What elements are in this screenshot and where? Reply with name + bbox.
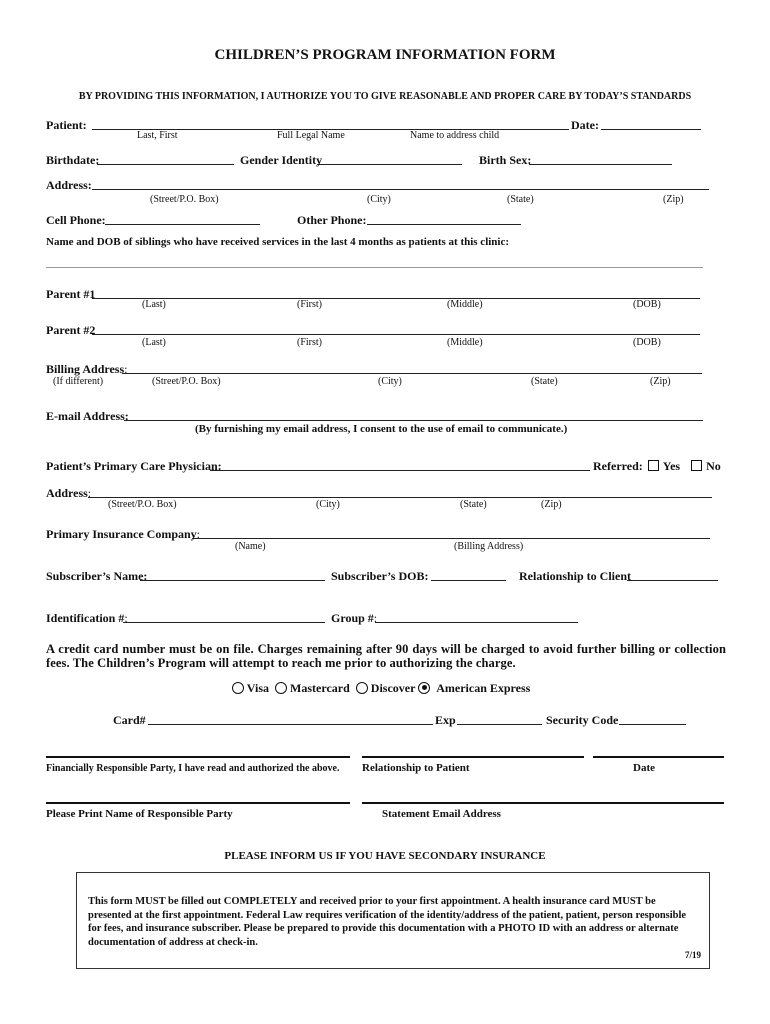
other-phone-label: Other Phone: — [297, 213, 367, 227]
gender-identity-label: Gender Identity — [240, 153, 323, 167]
billing-address-label-text: Billing Address — [46, 362, 125, 376]
physician-address-label-text: Address — [46, 486, 88, 500]
visa-radio[interactable] — [232, 682, 244, 694]
responsible-party-signature-line[interactable] — [46, 756, 350, 758]
parent2-label: Parent #2 — [46, 323, 96, 337]
referred-yes-label: Yes — [662, 459, 681, 473]
card-number-field[interactable] — [148, 724, 433, 725]
referred-group — [593, 459, 721, 474]
mastercard-radio[interactable] — [275, 682, 287, 694]
billing-sub-state: (State) — [531, 376, 558, 387]
secondary-insurance-notice: PLEASE INFORM US IF YOU HAVE SECONDARY INSURANCE — [224, 850, 546, 862]
sub-label-name-to-address-child: Name to address child — [410, 130, 500, 141]
insurance-company-field[interactable] — [192, 538, 710, 539]
physician-sub-state: (State) — [460, 499, 487, 510]
visa-label: Visa — [246, 681, 270, 695]
security-code-field[interactable] — [619, 724, 686, 725]
group-field[interactable] — [375, 622, 578, 623]
physician-sub-zip: (Zip) — [541, 499, 562, 510]
birth-sex-field[interactable] — [529, 164, 672, 165]
referred-yes-checkbox[interactable] — [648, 460, 659, 471]
birth-sex-label: Birth Sex: — [479, 153, 532, 167]
siblings-label: Name and DOB of siblings who have received services in the last 4 months as patients at this clinic: — [46, 236, 510, 248]
discover-radio[interactable] — [356, 682, 368, 694]
parent1-label: Parent #1 — [46, 287, 96, 301]
billing-sub-city: (City) — [378, 376, 402, 387]
billing-sub-if-different: (If different) — [53, 376, 104, 387]
american-express-label: American Express — [436, 681, 531, 695]
identification-colon: : — [124, 611, 128, 625]
referred-label: Referred: — [593, 459, 643, 473]
american-express-radio[interactable] — [418, 682, 430, 694]
insurance-sub-name: (Name) — [235, 541, 266, 552]
subscriber-name-label: Subscriber’s Name: — [46, 569, 148, 583]
exp-field[interactable] — [457, 724, 542, 725]
signature-date-line[interactable] — [593, 756, 724, 758]
group-label-text: Group # — [331, 611, 374, 625]
card-number-label: Card# — [113, 713, 146, 727]
billing-sub-zip: (Zip) — [650, 376, 671, 387]
insurance-sub-billing: (Billing Address) — [454, 541, 524, 552]
date-field[interactable] — [601, 129, 701, 130]
physician-address-field[interactable] — [88, 497, 712, 498]
print-name-label: Please Print Name of Responsible Party — [46, 808, 233, 820]
sub-label-zip: (Zip) — [663, 194, 684, 205]
insurance-company-label-text: Primary Insurance Company — [46, 527, 197, 541]
relationship-to-client-label: Relationship to Client — [519, 569, 632, 583]
insurance-company-colon: : — [196, 527, 201, 541]
other-phone-field[interactable] — [367, 224, 521, 225]
physician-label: Patient’s Primary Care Physician: — [46, 459, 222, 473]
address-field[interactable] — [92, 189, 709, 190]
parent1-sub-first: (First) — [297, 299, 322, 310]
patient-label: Patient: — [46, 118, 87, 132]
statement-email-label: Statement Email Address — [382, 808, 501, 820]
group-colon: : — [373, 611, 378, 625]
identification-label-text: Identification # — [46, 611, 125, 625]
physician-sub-street: (Street/P.O. Box) — [108, 499, 177, 510]
subscriber-dob-label: Subscriber’s DOB: — [331, 569, 429, 583]
insurance-company-label — [46, 527, 200, 542]
authorization-statement: BY PROVIDING THIS INFORMATION, I AUTHORIZE YOU TO GIVE REASONABLE AND PROPER CARE BY TODAY’S STANDARDS — [78, 91, 692, 102]
billing-address-colon: : — [124, 362, 128, 376]
parent2-sub-middle: (Middle) — [447, 337, 483, 348]
parent2-sub-last: (Last) — [142, 337, 166, 348]
security-code-label: Security Code — [546, 713, 619, 727]
parent1-sub-middle: (Middle) — [447, 299, 483, 310]
statement-email-line[interactable] — [362, 802, 724, 804]
parent2-field[interactable] — [92, 334, 700, 335]
email-field[interactable] — [124, 420, 703, 421]
print-name-line[interactable] — [46, 802, 350, 804]
form-version: 7/19 — [684, 950, 701, 960]
birthdate-field[interactable] — [97, 164, 234, 165]
referred-no-checkbox[interactable] — [691, 460, 702, 471]
footer-notice-box — [76, 872, 710, 969]
parent2-sub-first: (First) — [297, 337, 322, 348]
cell-phone-label: Cell Phone: — [46, 213, 106, 227]
address-label: Address: — [46, 178, 92, 192]
mastercard-label: Mastercard — [290, 681, 350, 695]
relationship-to-client-field[interactable] — [627, 580, 718, 581]
billing-address-field[interactable] — [122, 373, 702, 374]
billing-address-label — [46, 362, 127, 377]
discover-label: Discover — [370, 681, 416, 695]
email-label: E-mail Address: — [46, 409, 129, 423]
sub-label-state: (State) — [507, 194, 534, 205]
physician-address-label — [46, 486, 91, 501]
signature-date-label: Date — [633, 762, 655, 774]
cell-phone-field[interactable] — [105, 224, 260, 225]
footer-notice-text: This form MUST be filled out COMPLETELY and received prior to your first appointment. A health insurance card MUST be presented at the first appointment. Federal Law requires verification of the identity/address of the patient, patient, person responsible for fees, and insurance subscriber. Please be prepared to provide this documentation with a PHOTO ID with an address or alternate documentation of address at check-in. — [88, 896, 687, 949]
sub-label-street: (Street/P.O. Box) — [150, 194, 219, 205]
physician-sub-city: (City) — [316, 499, 340, 510]
identification-label — [46, 611, 128, 626]
physician-field[interactable] — [210, 470, 590, 471]
subscriber-dob-field[interactable] — [431, 580, 506, 581]
sub-label-city: (City) — [367, 194, 391, 205]
referred-no-label: No — [706, 459, 721, 473]
parent1-sub-last: (Last) — [142, 299, 166, 310]
gender-identity-field[interactable] — [317, 164, 462, 165]
relationship-to-patient-label: Relationship to Patient — [362, 762, 470, 774]
parent1-field[interactable] — [92, 298, 700, 299]
responsible-party-label: Financially Responsible Party, I have read and authorized the above. — [46, 763, 340, 774]
card-type-options — [232, 681, 530, 696]
siblings-field[interactable] — [46, 267, 703, 268]
sub-label-last-first: Last, First — [137, 130, 178, 141]
parent2-sub-dob: (DOB) — [633, 337, 661, 348]
relationship-to-patient-line[interactable] — [362, 756, 584, 758]
parent1-sub-dob: (DOB) — [633, 299, 661, 310]
email-consent: (By furnishing my email address, I consent to the use of email to communicate.) — [195, 423, 568, 435]
birthdate-label: Birthdate: — [46, 153, 100, 167]
credit-card-notice: A credit card number must be on file. Charges remaining after 90 days will be charged to avoid further billing or collection fees. The Children’s Program will attempt to reach me prior to authorizing the charge. — [46, 642, 726, 670]
sub-label-full-legal-name: Full Legal Name — [277, 130, 345, 141]
group-label — [331, 611, 377, 626]
page-title: CHILDREN’S PROGRAM INFORMATION FORM — [214, 47, 556, 63]
date-label: Date: — [571, 118, 599, 132]
subscriber-name-field[interactable] — [140, 580, 325, 581]
billing-sub-street: (Street/P.O. Box) — [152, 376, 221, 387]
physician-address-colon: : — [87, 486, 92, 500]
identification-field[interactable] — [123, 622, 325, 623]
exp-label: Exp — [435, 713, 456, 727]
